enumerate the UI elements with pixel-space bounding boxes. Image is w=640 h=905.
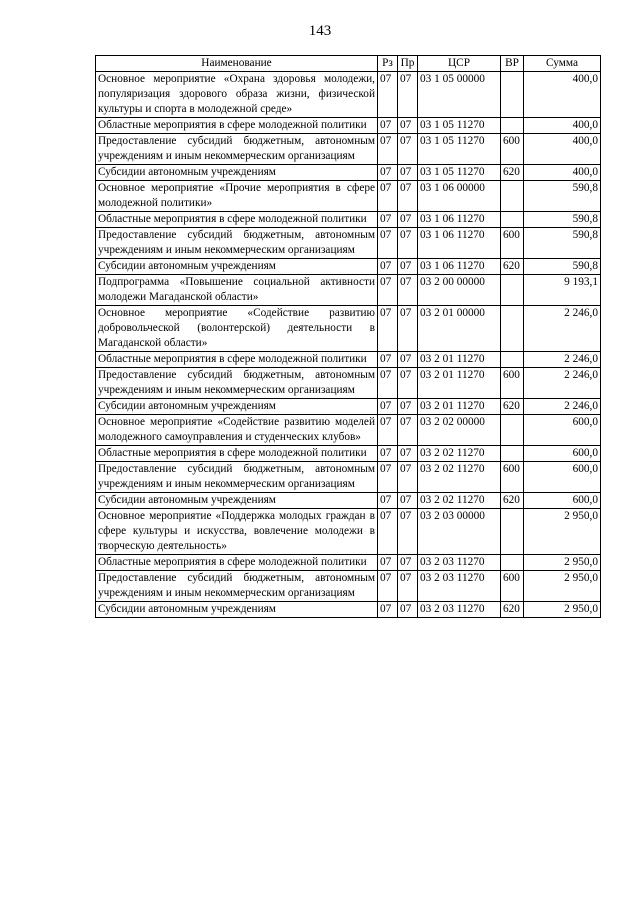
- cell-name: Областные мероприятия в сфере молодежной политики: [96, 352, 378, 368]
- cell-vr: [501, 415, 524, 446]
- table-row: [96, 399, 601, 415]
- table-row: [96, 555, 601, 571]
- cell-name: Предоставление субсидий бюджетным, автономным учреждениям и иным некоммерческим организациям: [96, 462, 378, 493]
- cell-name: Предоставление субсидий бюджетным, автономным учреждениям и иным некоммерческим организациям: [96, 368, 378, 399]
- cell-rz: 07: [378, 72, 398, 118]
- table-row: [96, 259, 601, 275]
- cell-csr: 03 2 01 11270: [418, 368, 501, 399]
- cell-rz: 07: [378, 118, 398, 134]
- cell-rz: 07: [378, 134, 398, 165]
- cell-name: Основное мероприятие «Содействие развитию добровольческой (волонтерской) деятельности в Магаданской области»: [96, 306, 378, 352]
- cell-pr: 07: [398, 571, 418, 602]
- table-row: [96, 72, 601, 118]
- cell-pr: 07: [398, 259, 418, 275]
- cell-name: Областные мероприятия в сфере молодежной политики: [96, 555, 378, 571]
- header-pr: Пр: [398, 56, 418, 72]
- cell-vr: 600: [501, 134, 524, 165]
- table-row: [96, 352, 601, 368]
- cell-vr: 620: [501, 399, 524, 415]
- cell-rz: 07: [378, 352, 398, 368]
- cell-rz: 07: [378, 509, 398, 555]
- cell-rz: 07: [378, 212, 398, 228]
- cell-csr: 03 2 03 11270: [418, 571, 501, 602]
- cell-pr: 07: [398, 368, 418, 399]
- cell-csr: 03 2 03 11270: [418, 555, 501, 571]
- cell-csr: 03 1 06 11270: [418, 259, 501, 275]
- cell-pr: 07: [398, 165, 418, 181]
- header-rz: Рз: [378, 56, 398, 72]
- cell-sum: 400,0: [524, 72, 601, 118]
- table-body: [96, 72, 601, 618]
- cell-vr: [501, 555, 524, 571]
- cell-vr: [501, 118, 524, 134]
- table-header-row: [96, 56, 601, 72]
- cell-vr: [501, 212, 524, 228]
- cell-vr: [501, 306, 524, 352]
- cell-rz: 07: [378, 462, 398, 493]
- cell-pr: 07: [398, 509, 418, 555]
- cell-name: Предоставление субсидий бюджетным, автономным учреждениям и иным некоммерческим организациям: [96, 134, 378, 165]
- cell-pr: 07: [398, 275, 418, 306]
- cell-csr: 03 2 02 11270: [418, 462, 501, 493]
- cell-rz: 07: [378, 259, 398, 275]
- cell-csr: 03 2 02 11270: [418, 493, 501, 509]
- cell-sum: 2 246,0: [524, 399, 601, 415]
- cell-pr: 07: [398, 134, 418, 165]
- cell-sum: 9 193,1: [524, 275, 601, 306]
- cell-rz: 07: [378, 602, 398, 618]
- cell-name: Подпрограмма «Повышение социальной активности молодежи Магаданской области»: [96, 275, 378, 306]
- cell-vr: [501, 352, 524, 368]
- cell-vr: 600: [501, 368, 524, 399]
- cell-csr: 03 1 05 11270: [418, 118, 501, 134]
- cell-sum: 590,8: [524, 228, 601, 259]
- cell-csr: 03 1 06 11270: [418, 212, 501, 228]
- budget-table: [95, 55, 601, 618]
- cell-rz: 07: [378, 228, 398, 259]
- cell-pr: 07: [398, 462, 418, 493]
- cell-pr: 07: [398, 118, 418, 134]
- cell-name: Основное мероприятие «Поддержка молодых граждан в сфере культуры и искусства, вовлечение молодежи в творческую деятельность»: [96, 509, 378, 555]
- cell-sum: 590,8: [524, 212, 601, 228]
- cell-rz: 07: [378, 571, 398, 602]
- header-name: Наименование: [96, 56, 378, 72]
- cell-csr: 03 2 03 11270: [418, 602, 501, 618]
- cell-vr: 620: [501, 493, 524, 509]
- cell-sum: 2 950,0: [524, 571, 601, 602]
- table-row: [96, 509, 601, 555]
- table-row: [96, 493, 601, 509]
- table-row: [96, 415, 601, 446]
- cell-sum: 600,0: [524, 493, 601, 509]
- cell-csr: 03 1 05 00000: [418, 72, 501, 118]
- cell-name: Основное мероприятие «Содействие развитию моделей молодежного самоуправления и студенческих клубов»: [96, 415, 378, 446]
- cell-sum: 2 246,0: [524, 352, 601, 368]
- cell-name: Субсидии автономным учреждениям: [96, 399, 378, 415]
- header-vr: ВР: [501, 56, 524, 72]
- page-number: 143: [308, 23, 332, 39]
- cell-sum: 590,8: [524, 259, 601, 275]
- cell-pr: 07: [398, 212, 418, 228]
- cell-pr: 07: [398, 228, 418, 259]
- cell-sum: 400,0: [524, 134, 601, 165]
- cell-pr: 07: [398, 602, 418, 618]
- cell-rz: 07: [378, 493, 398, 509]
- cell-csr: 03 2 01 11270: [418, 399, 501, 415]
- cell-name: Субсидии автономным учреждениям: [96, 602, 378, 618]
- cell-pr: 07: [398, 72, 418, 118]
- cell-sum: 600,0: [524, 415, 601, 446]
- table-row: [96, 275, 601, 306]
- cell-rz: 07: [378, 399, 398, 415]
- cell-pr: 07: [398, 415, 418, 446]
- cell-name: Основное мероприятие «Охрана здоровья молодежи, популяризация здорового образа жизни, физической культуры и спорта в молодежной среде»: [96, 72, 378, 118]
- cell-sum: 600,0: [524, 446, 601, 462]
- cell-sum: 600,0: [524, 462, 601, 493]
- cell-vr: [501, 72, 524, 118]
- header-sum: Сумма: [524, 56, 601, 72]
- cell-vr: 620: [501, 602, 524, 618]
- cell-rz: 07: [378, 306, 398, 352]
- table-row: [96, 212, 601, 228]
- cell-csr: 03 2 02 00000: [418, 415, 501, 446]
- table-row: [96, 165, 601, 181]
- cell-name: Областные мероприятия в сфере молодежной политики: [96, 212, 378, 228]
- table-row: [96, 306, 601, 352]
- cell-rz: 07: [378, 165, 398, 181]
- cell-sum: 2 950,0: [524, 602, 601, 618]
- cell-name: Областные мероприятия в сфере молодежной политики: [96, 446, 378, 462]
- table-row: [96, 118, 601, 134]
- cell-vr: [501, 509, 524, 555]
- cell-vr: [501, 275, 524, 306]
- cell-vr: 600: [501, 571, 524, 602]
- cell-csr: 03 1 05 11270: [418, 134, 501, 165]
- cell-vr: 620: [501, 259, 524, 275]
- cell-name: Предоставление субсидий бюджетным, автономным учреждениям и иным некоммерческим организациям: [96, 228, 378, 259]
- cell-sum: 400,0: [524, 165, 601, 181]
- cell-pr: 07: [398, 555, 418, 571]
- cell-rz: 07: [378, 275, 398, 306]
- cell-rz: 07: [378, 555, 398, 571]
- cell-csr: 03 1 06 11270: [418, 228, 501, 259]
- cell-name: Основное мероприятие «Прочие мероприятия в сфере молодежной политики»: [96, 181, 378, 212]
- cell-csr: 03 2 01 00000: [418, 306, 501, 352]
- cell-pr: 07: [398, 399, 418, 415]
- table-row: [96, 602, 601, 618]
- table-row: [96, 368, 601, 399]
- cell-csr: 03 2 03 00000: [418, 509, 501, 555]
- cell-sum: 2 246,0: [524, 306, 601, 352]
- cell-csr: 03 2 02 11270: [418, 446, 501, 462]
- cell-csr: 03 1 06 00000: [418, 181, 501, 212]
- cell-name: Областные мероприятия в сфере молодежной политики: [96, 118, 378, 134]
- cell-sum: 2 950,0: [524, 555, 601, 571]
- table-row: [96, 446, 601, 462]
- cell-rz: 07: [378, 446, 398, 462]
- cell-pr: 07: [398, 446, 418, 462]
- cell-vr: 600: [501, 228, 524, 259]
- table-row: [96, 571, 601, 602]
- cell-csr: 03 2 01 11270: [418, 352, 501, 368]
- cell-rz: 07: [378, 415, 398, 446]
- cell-pr: 07: [398, 352, 418, 368]
- table-row: [96, 181, 601, 212]
- cell-sum: 590,8: [524, 181, 601, 212]
- cell-vr: 620: [501, 165, 524, 181]
- table-row: [96, 462, 601, 493]
- cell-name: Предоставление субсидий бюджетным, автономным учреждениям и иным некоммерческим организациям: [96, 571, 378, 602]
- cell-rz: 07: [378, 181, 398, 212]
- cell-name: Субсидии автономным учреждениям: [96, 259, 378, 275]
- cell-csr: 03 2 00 00000: [418, 275, 501, 306]
- cell-vr: [501, 181, 524, 212]
- cell-sum: 2 246,0: [524, 368, 601, 399]
- cell-pr: 07: [398, 181, 418, 212]
- cell-rz: 07: [378, 368, 398, 399]
- cell-pr: 07: [398, 306, 418, 352]
- cell-sum: 2 950,0: [524, 509, 601, 555]
- cell-vr: 600: [501, 462, 524, 493]
- header-csr: ЦСР: [418, 56, 501, 72]
- table-row: [96, 228, 601, 259]
- cell-name: Субсидии автономным учреждениям: [96, 493, 378, 509]
- cell-sum: 400,0: [524, 118, 601, 134]
- cell-vr: [501, 446, 524, 462]
- table-row: [96, 134, 601, 165]
- cell-csr: 03 1 05 11270: [418, 165, 501, 181]
- cell-name: Субсидии автономным учреждениям: [96, 165, 378, 181]
- cell-pr: 07: [398, 493, 418, 509]
